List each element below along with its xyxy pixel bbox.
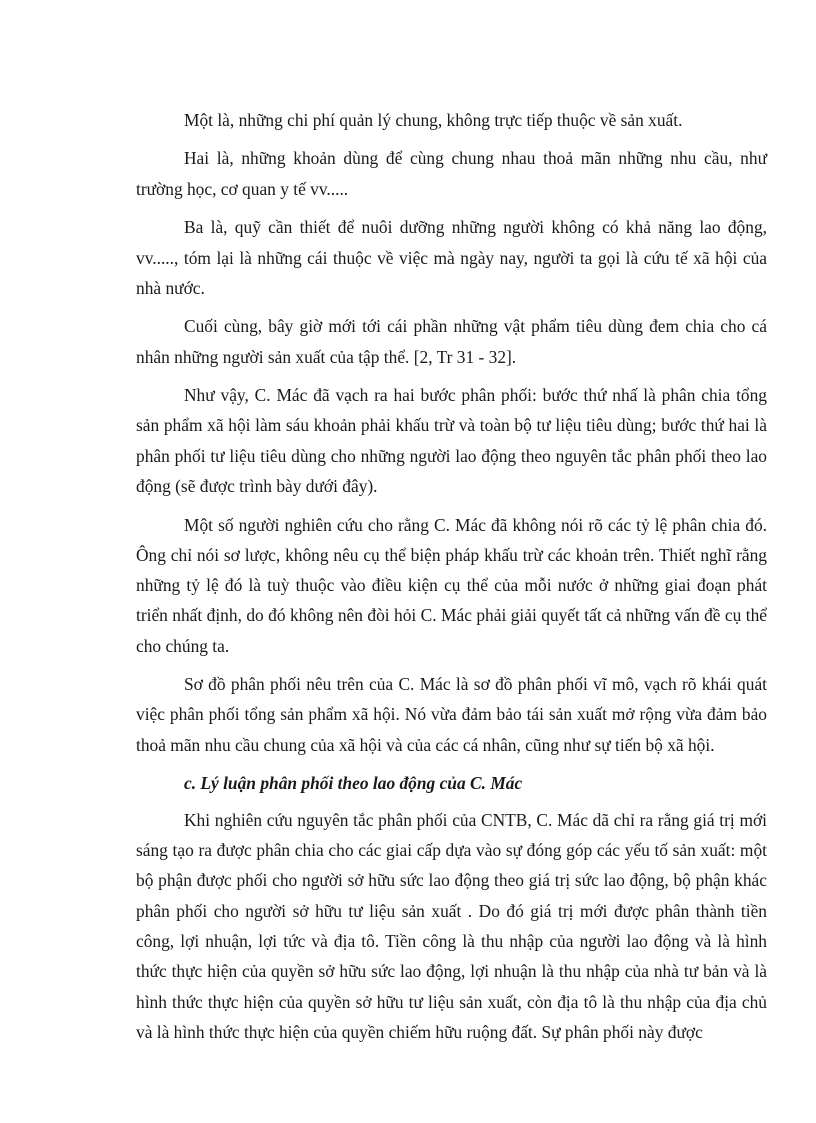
section-heading: c. Lý luận phân phối theo lao động của C. Mác <box>184 773 523 794</box>
document-page <box>136 105 767 1055</box>
paragraph-khi-nghien-cuu: Khi nghiên cứu nguyên tắc phân phối của CNTB, C. Mác dã chỉ ra rằng giá trị mới sáng tạo ra được phân chia cho các giai cấp dựa vào sự đóng góp các yếu tố sản xuất: một bộ phận được phối cho người sở hữu sức lao động theo giá trị sức lao động, bộ phận khác phân phối cho người sở hữu tư liệu sản xuất . Do đó giá trị mới được phân thành tiền công, lợi nhuận, lợi tức và địa tô. Tiền công là thu nhập của người lao động và là hình thức thực hiện của quyền sở hữu sức lao động, lợi nhuận là thu nhập của nhà tư bản và là hình thức thực hiện của quyền sở hữu tư liệu sản xuất, còn địa tô là thu nhập của địa chủ và là hình thức thực hiện của quyền chiếm hữu ruộng đất. Sự phân phối này được <box>136 809 767 1042</box>
paragraph-mot-la: Một là, những chi phí quản lý chung, không trực tiếp thuộc về sản xuất. <box>184 110 683 130</box>
paragraph-hai-la: Hai là, những khoản dùng để cùng chung nhau thoả mãn những nhu cầu, như trường học, cơ quan y tế vv..... <box>136 148 767 199</box>
paragraph-so-do: Sơ đồ phân phối nêu trên của C. Mác là sơ đồ phân phối vĩ mô, vạch rõ khái quát việc phân phối tổng sản phẩm xã hội. Nó vừa đảm bảo tái sản xuất mở rộng vừa đảm bảo thoả mãn nhu cầu chung của xã hội và của các cá nhân, cũng như sự tiến bộ xã hội. <box>136 674 767 755</box>
paragraph-cuoi-cung: Cuối cùng, bây giờ mới tới cái phần những vật phẩm tiêu dùng đem chia cho cá nhân những người sản xuất của tập thể. [2, Tr 31 - 32]. <box>136 316 767 367</box>
paragraph-nhu-vay: Như vậy, C. Mác đã vạch ra hai bước phân phối: bước thứ nhấ là phân chia tổng sản phẩm xã hội làm sáu khoản phải khấu trừ và toàn bộ tư liệu tiêu dùng; bước thứ hai là phân phối tư liệu tiêu dùng cho những người lao động theo nguyên tắc phân phối theo lao động (sẽ được trình bày dưới đây). <box>136 385 767 497</box>
paragraph-mot-so-nguoi: Một số người nghiên cứu cho rằng C. Mác đã không nói rõ các tỷ lệ phân chia đó. Ông chỉ nói sơ lược, không nêu cụ thể biện pháp khấu trừ các khoản trên. Thiết nghĩ rằng những tỷ lệ đó là tuỳ thuộc vào điều kiện cụ thể của mỗi nước ở những giai đoạn phát triển nhất định, do đó không nên đòi hỏi C. Mác phải giải quyết tất cả những vấn đề cụ thể cho chúng ta. <box>136 514 767 656</box>
paragraph-ba-la: Ba là, quỹ cần thiết để nuôi dưỡng những người không có khả năng lao động, vv....., tóm lại là những cái thuộc về việc mà ngày nay, người ta gọi là cứu tế xã hội của nhà nước. <box>136 217 767 298</box>
